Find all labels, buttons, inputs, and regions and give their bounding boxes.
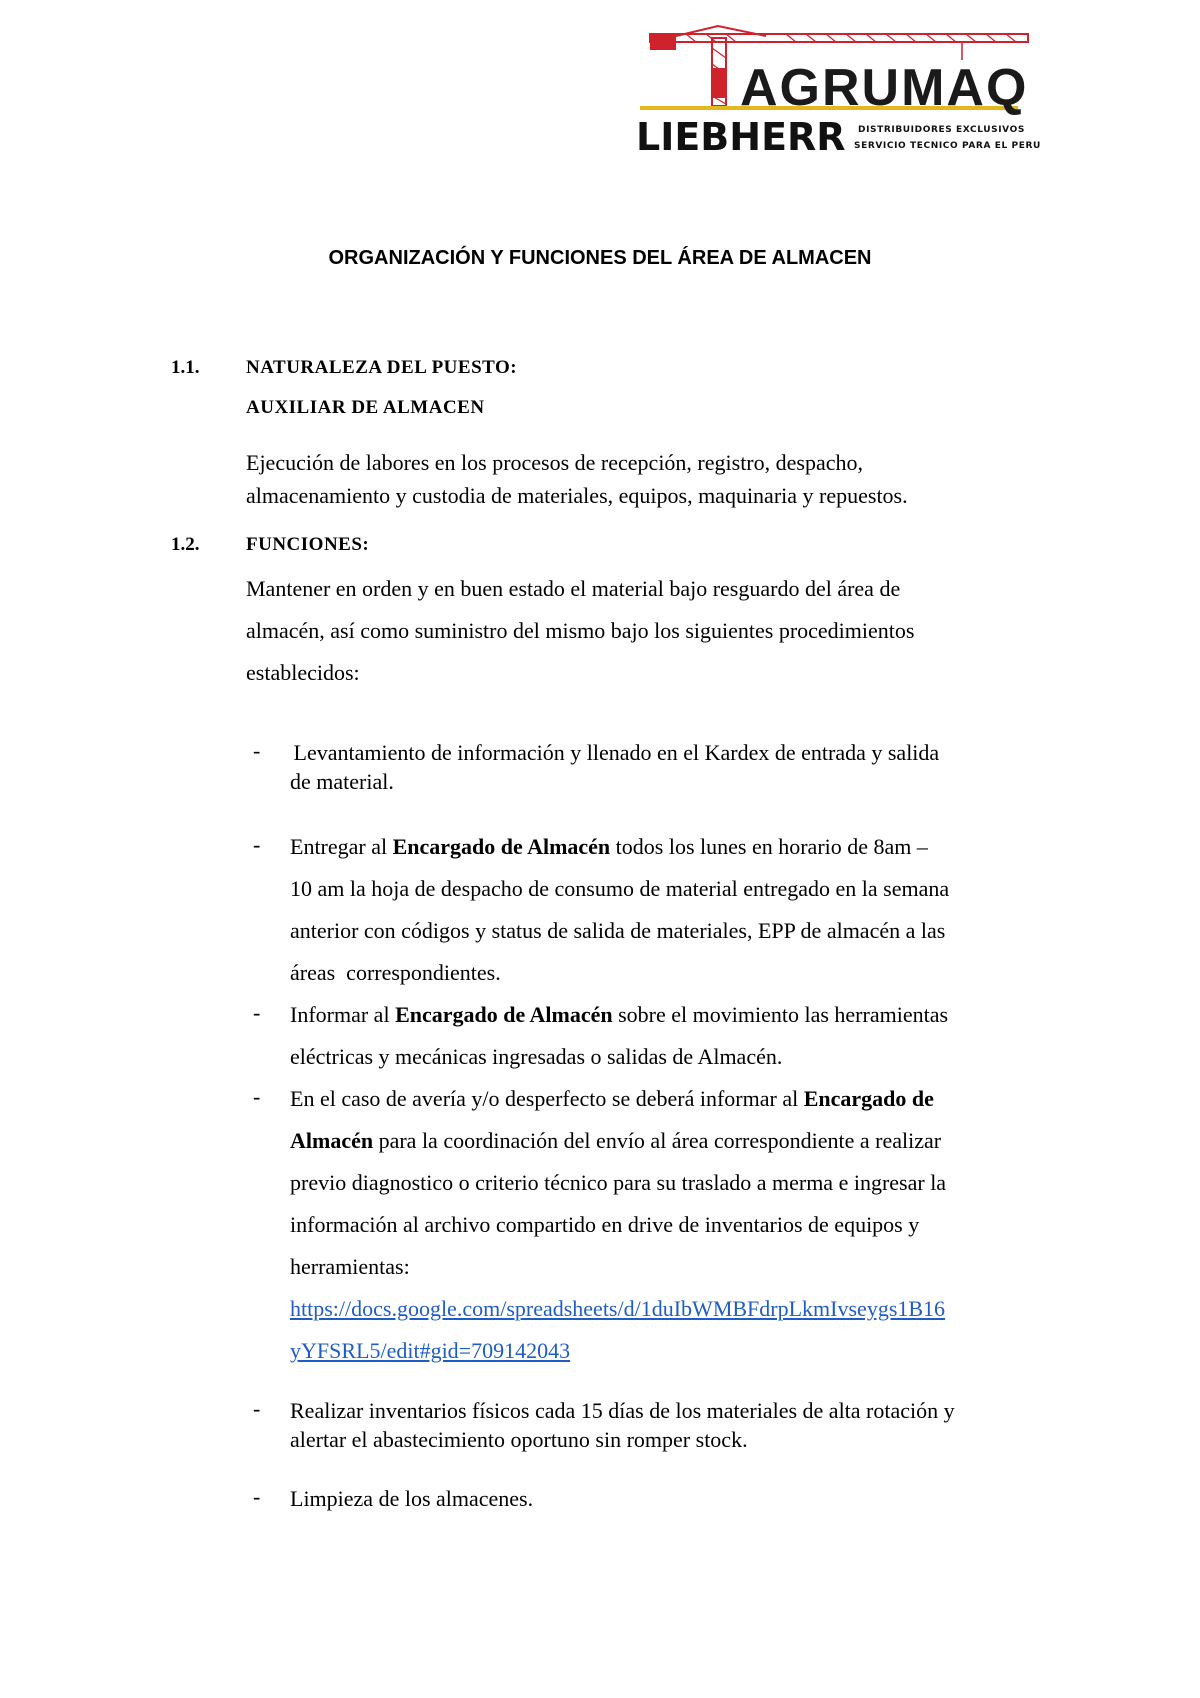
list-dash: - <box>253 1396 261 1421</box>
list-item-line: 10 am la hoja de despacho de consumo de material entregado en la semana <box>290 876 950 901</box>
list-item-line: Realizar inventarios físicos cada 15 días de los materiales de alta rotación y <box>290 1398 955 1423</box>
bold-text: Encargado de <box>803 1086 934 1111</box>
section-heading: NATURALEZA DEL PUESTO: <box>246 357 518 378</box>
logo-brand-name: AGRUMAQ <box>740 59 1029 117</box>
logo-tagline-1: DISTRIBUIDORES EXCLUSIVOS <box>858 125 1025 135</box>
list-item-line <box>290 1078 1030 1120</box>
paragraph-line: Mantener en orden y en buen estado el material bajo resguardo del área de <box>246 576 901 601</box>
bold-text: Encargado de Almacén <box>392 834 611 859</box>
section-subheading: AUXILIAR DE ALMACEN <box>246 397 485 418</box>
list-item-line: herramientas: <box>290 1254 410 1279</box>
text-run: Entregar al <box>290 834 393 859</box>
list-item-line: áreas correspondientes. <box>290 960 501 985</box>
section-paragraph <box>246 446 1022 512</box>
list-dash: - <box>253 1084 261 1109</box>
company-logo <box>636 24 1046 164</box>
list-item-line: alertar el abastecimiento oportuno sin romper stock. <box>290 1427 748 1452</box>
text-run: para la coordinación del envío al área correspondiente a realizar <box>373 1128 942 1153</box>
list-item-text <box>290 1484 1030 1513</box>
list-item-line: Limpieza de los almacenes. <box>290 1486 534 1511</box>
list-item-text <box>290 1078 1030 1372</box>
drive-link-text[interactable]: yYFSRL5/edit#gid=709142043 <box>290 1338 571 1363</box>
section-number: 1.2. <box>171 534 200 555</box>
list-item-line: anterior con códigos y status de salida de materiales, EPP de almacén a las <box>290 918 946 943</box>
list-item-line: eléctricas y mecánicas ingresadas o salidas de Almacén. <box>290 1044 783 1069</box>
list-item-line <box>290 826 1030 868</box>
drive-link[interactable] <box>290 1288 1030 1330</box>
list-item-line <box>290 994 1030 1036</box>
bold-text: Encargado de Almacén <box>395 1002 613 1027</box>
section-number: 1.1. <box>171 357 200 378</box>
list-item-line: información al archivo compartido en drive de inventarios de equipos y <box>290 1212 920 1237</box>
list-item-line: previo diagnostico o criterio técnico para su traslado a merma e ingresar la <box>290 1170 947 1195</box>
text-run: En el caso de avería y/o desperfecto se deberá informar al <box>290 1086 804 1111</box>
drive-link-text[interactable]: https://docs.google.com/spreadsheets/d/1duIbWMBFdrpLkmIvseygs1B16 <box>290 1296 946 1321</box>
list-item-line: de material. <box>290 769 394 794</box>
list-dash: - <box>253 1000 261 1025</box>
paragraph-line: Ejecución de labores en los procesos de recepción, registro, despacho, <box>246 450 863 475</box>
page-title: ORGANIZACIÓN Y FUNCIONES DEL ÁREA DE ALMACEN <box>328 247 872 269</box>
paragraph-line: establecidos: <box>246 660 360 685</box>
list-dash: - <box>253 832 261 857</box>
logo-tagline-2: SERVICIO TECNICO PARA EL PERU <box>854 141 1041 151</box>
paragraph-line: almacenamiento y custodia de materiales, equipos, maquinaria y repuestos. <box>246 483 908 508</box>
logo-partner-name: LIEBHERR <box>636 115 846 159</box>
list-item-line: Levantamiento de información y llenado en el Kardex de entrada y salida <box>288 740 940 765</box>
list-item-text <box>290 826 1030 994</box>
drive-link[interactable] <box>290 1330 1030 1372</box>
text-run: todos los lunes en horario de 8am – <box>610 834 928 859</box>
text-run: sobre el movimiento las herramientas <box>612 1002 949 1027</box>
list-item-text <box>290 1396 1030 1454</box>
section-heading: FUNCIONES: <box>246 534 370 555</box>
list-dash: - <box>253 738 261 763</box>
paragraph-line: almacén, así como suministro del mismo bajo los siguientes procedimientos <box>246 618 915 643</box>
list-item-text <box>288 738 1028 796</box>
list-item-line <box>290 1120 1030 1162</box>
list-dash: - <box>253 1484 261 1509</box>
list-item-text <box>290 994 1030 1078</box>
bold-text: Almacén <box>290 1128 374 1153</box>
section-intro <box>246 568 1022 694</box>
text-run: Informar al <box>290 1002 396 1027</box>
